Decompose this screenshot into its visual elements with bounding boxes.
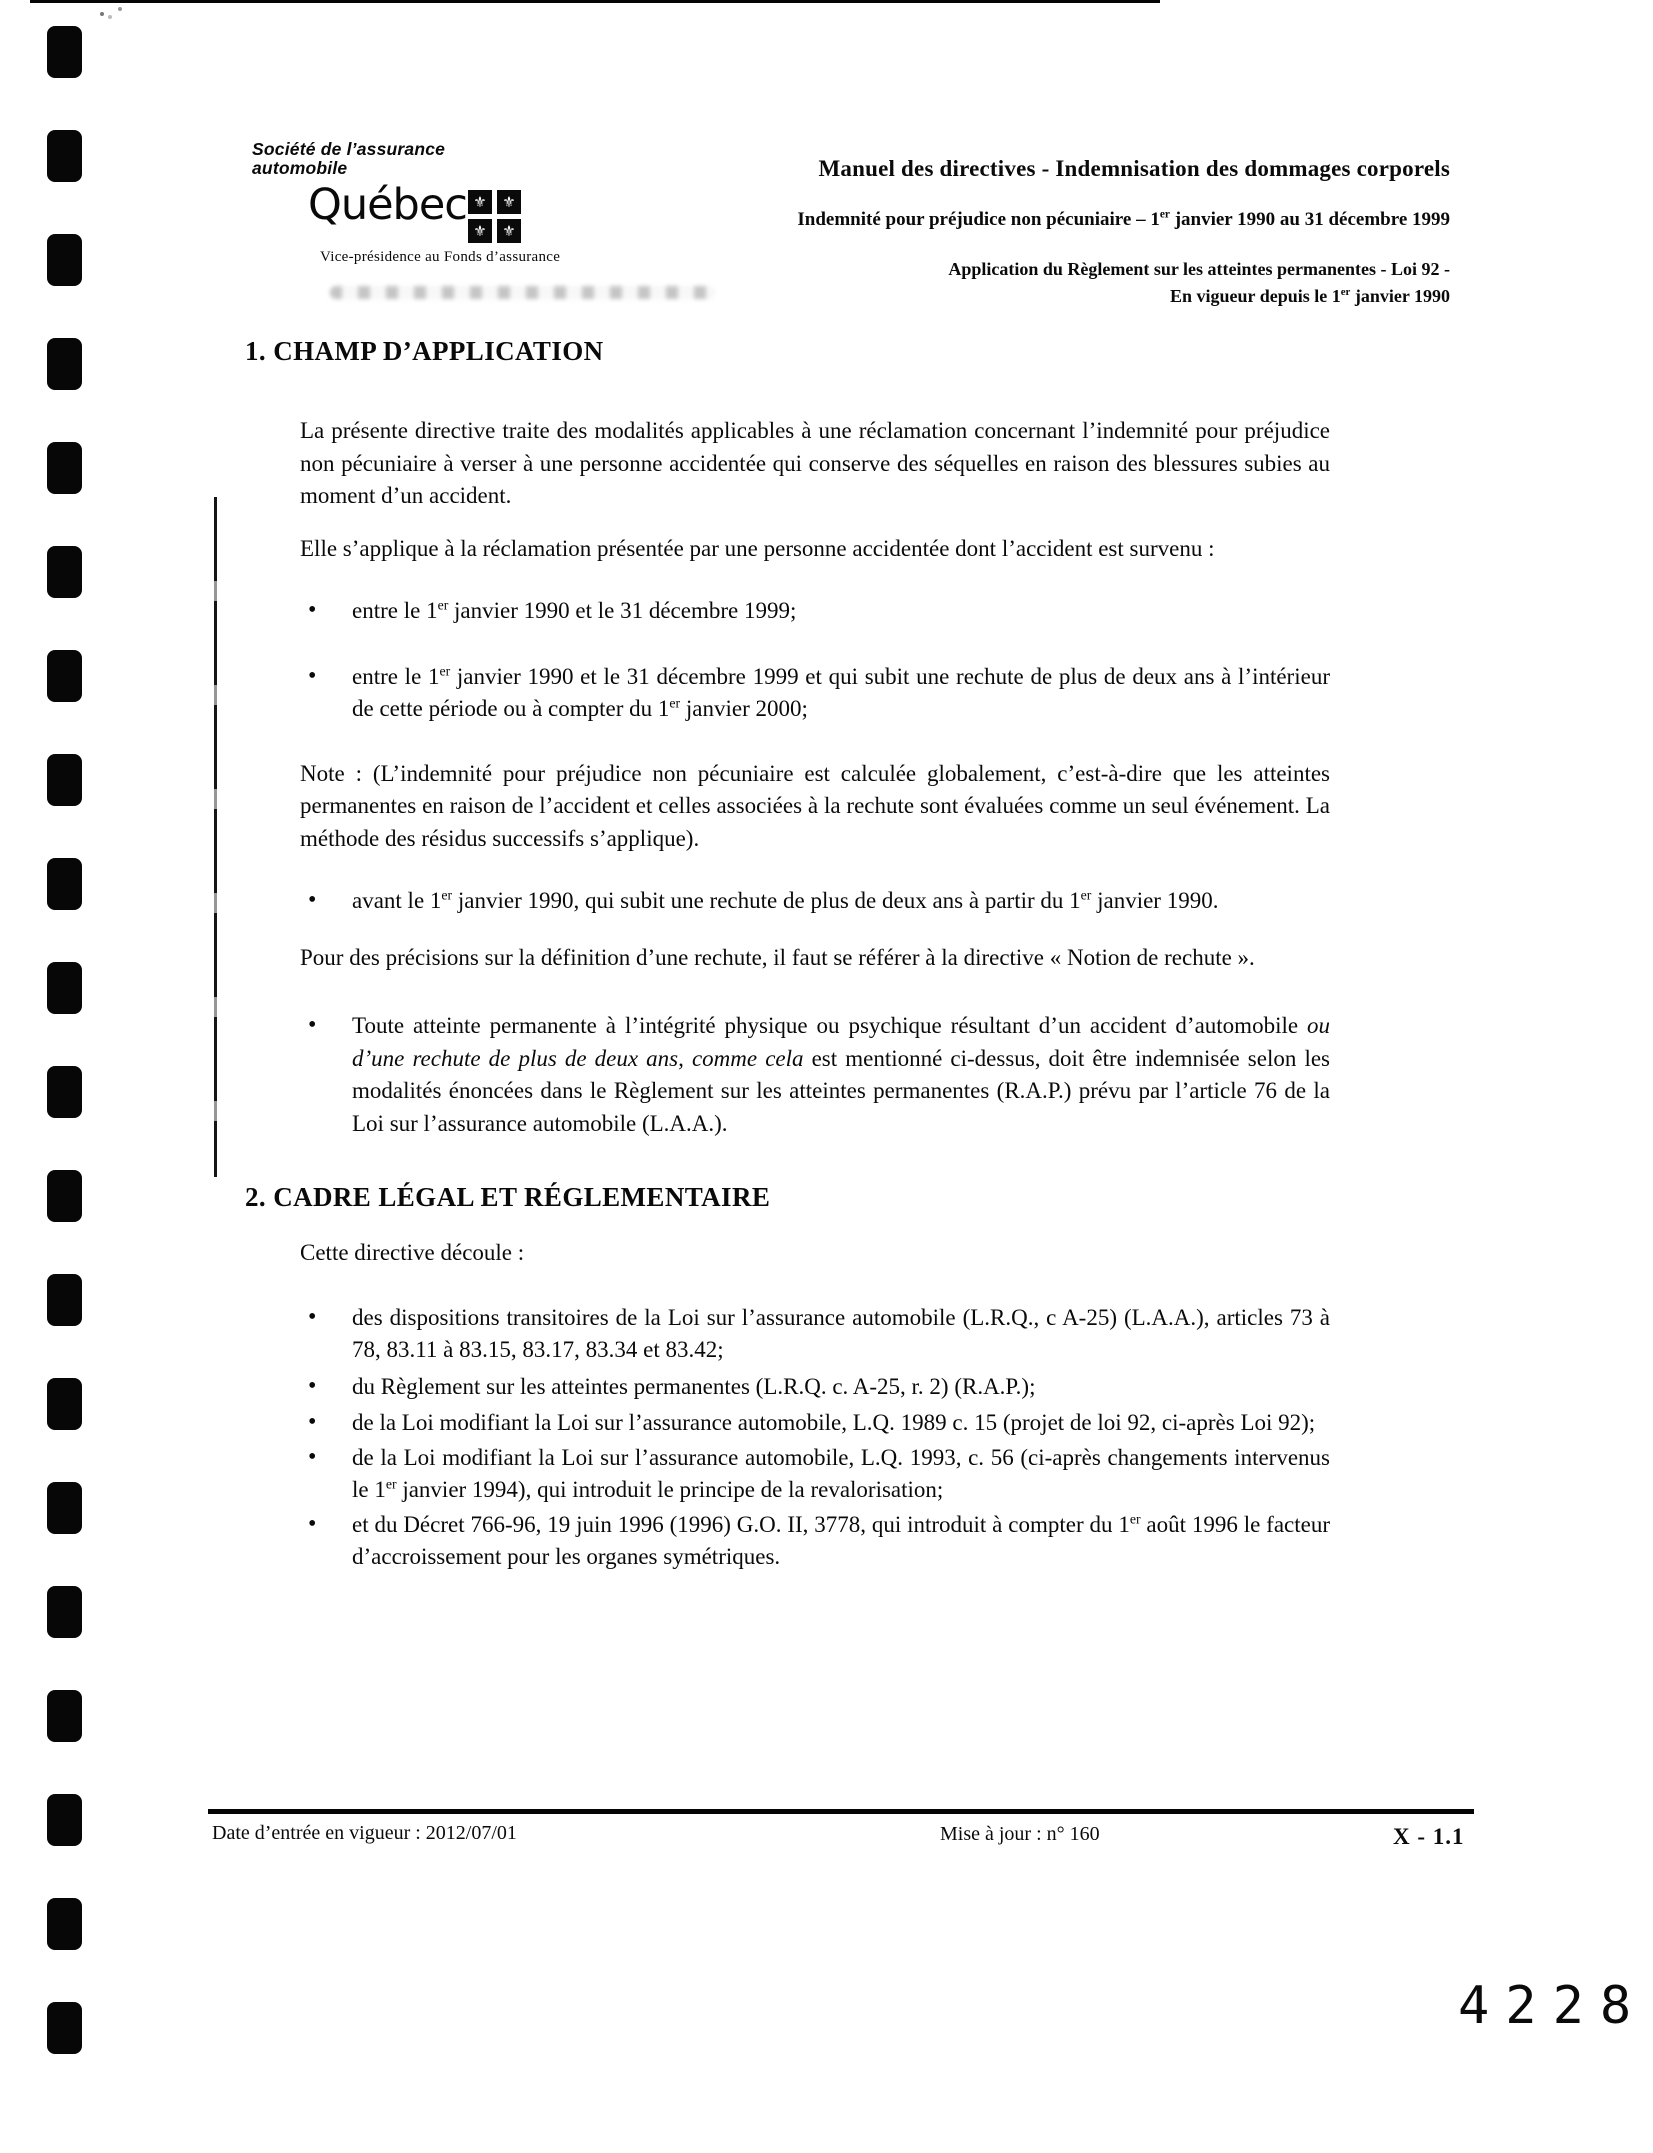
saaq-logo-org-name: [252, 140, 445, 178]
section1-paragraph3: Pour des précisions sur la définition d’une rechute, il faut se référer à la directive « Notion de rechute ».: [300, 944, 1255, 970]
binding-hole: [47, 962, 82, 1014]
binding-hole: [47, 130, 82, 182]
section1-paragraph1: La présente directive traite des modalités applicables à une réclamation concernant l’indemnité pour préjudice non pécuniaire à verser à une personne accidentée qui conserve des séquelles en raison des blessures subies au moment d’un accident.: [300, 418, 1330, 508]
binding-hole: [47, 1586, 82, 1638]
section2-heading: 2. CADRE LÉGAL ET RÉGLEMENTAIRE: [245, 1182, 771, 1212]
list-item: • entre le 1er janvier 1990 et le 31 décembre 1999 et qui subit une rechute de plus de deux ans à l’intérieur de cette période ou à compter du 1er janvier 2000;: [308, 661, 1330, 726]
section1-heading: 1. CHAMP D’APPLICATION: [245, 336, 604, 366]
binding-hole: [47, 1690, 82, 1742]
logo-division-line: Vice-présidence au Fonds d’assurance: [320, 249, 561, 265]
revision-bar: [214, 497, 217, 1177]
list-item: • de la Loi modifiant la Loi sur l’assurance automobile, L.Q. 1993, c. 56 (ci-après changements intervenus le 1er janvier 1994), qui introduit le principe de la revalorisation;: [308, 1442, 1330, 1507]
list-item: • avant le 1er janvier 1990, qui subit une rechute de plus de deux ans à partir du 1er janvier 1990.: [308, 885, 1330, 918]
document-subheading-line1: Application du Règlement sur les atteintes permanentes - Loi 92 -: [948, 259, 1450, 279]
list-item: • du Règlement sur les atteintes permanentes (L.R.Q. c. A-25, r. 2) (R.A.P.);: [308, 1371, 1330, 1404]
scan-speck: [100, 12, 104, 16]
logo-org-line1: Société de l’assurance: [252, 139, 446, 159]
document-subheading-line2: En vigueur depuis le 1er janvier 1990: [1170, 286, 1450, 306]
fleur-de-lis-icon: ⚜: [497, 219, 521, 243]
binding-hole: [47, 1274, 82, 1326]
document-title: Manuel des directives - Indemnisation des dommages corporels: [818, 156, 1450, 181]
footer-page-reference: X - 1.1: [1393, 1824, 1465, 1849]
binding-hole: [47, 858, 82, 910]
document-body: [245, 336, 1331, 1574]
section1-bullet-list-b: [300, 885, 1330, 918]
list-item: • des dispositions transitoires de la Loi sur l’assurance automobile (L.R.Q., c A-25) (L.A.A.), articles 73 à 78, 83.11 à 83.15, 83.17, 83.34 et 83.42;: [308, 1302, 1330, 1367]
binding-hole: [47, 338, 82, 390]
binding-hole: [47, 1378, 82, 1430]
list-item: • et du Décret 766-96, 19 juin 1996 (1996) G.O. II, 3778, qui introduit à compter du 1er août 1996 le facteur d’accroissement pour les organes symétriques.: [308, 1509, 1330, 1574]
quebec-flag-icon: [468, 190, 521, 243]
binding-hole: [47, 1170, 82, 1222]
section1-note: Note : (L’indemnité pour préjudice non pécuniaire est calculée globalement, c’est-à-dire que les atteintes permanentes en raison de l’accident et celles associées à la rechute sont évaluées comme un seul événement. La méthode des résidus successifs s’applique).: [300, 760, 1330, 851]
bullet4-text: est mentionné ci-dessus, doit être indemnisée selon les modalités énoncées dans le Règlement sur les atteintes permanentes (R.A.P.) prévu par l’article 76 de la Loi sur l’assurance automobile (L.A.A.).: [352, 1045, 1330, 1136]
binding-hole: [47, 1794, 82, 1846]
binding-hole: [47, 442, 82, 494]
list-item: • entre le 1er janvier 1990 et le 31 décembre 1999;: [308, 595, 1330, 628]
binding-hole: [47, 1066, 82, 1118]
bullet4-italic-text: ou d’une rechute de plus de deux ans, comme cela: [352, 1013, 1330, 1071]
fleur-de-lis-icon: ⚜: [497, 190, 521, 214]
fleur-de-lis-icon: ⚜: [468, 190, 492, 214]
footer-update-number: Mise à jour : n° 160: [940, 1823, 1100, 1845]
binding-hole: [47, 650, 82, 702]
list-item: • de la Loi modifiant la Loi sur l’assurance automobile, L.Q. 1989 c. 15 (projet de loi 92, ci-après Loi 92);: [308, 1407, 1330, 1440]
binding-hole: [47, 546, 82, 598]
logo-org-line2: automobile: [252, 158, 348, 178]
scan-edge-line: [30, 0, 1160, 3]
section2-bullet-list: [300, 1302, 1330, 1574]
binding-hole: [47, 26, 82, 78]
section1-bullet-list-a: [300, 595, 1330, 726]
binding-hole: [47, 1898, 82, 1950]
scan-smudge: [330, 286, 715, 299]
section2-intro: Cette directive découle :: [300, 1240, 525, 1265]
binding-hole: [47, 234, 82, 286]
section1-bullet-list-c: [300, 1010, 1330, 1140]
stamped-page-number: 4228: [1458, 1976, 1648, 2036]
fleur-de-lis-icon: ⚜: [468, 219, 492, 243]
bullet4-text: Toute atteinte permanente à l’intégrité physique ou psychique résultant d’un accident d’automobile: [352, 1013, 1307, 1038]
list-item: [308, 1010, 1330, 1140]
section1-paragraph2: Elle s’applique à la réclamation présentée par une personne accidentée dont l’accident est survenu :: [300, 535, 1215, 561]
quebec-wordmark: Québec: [308, 180, 467, 230]
footer-divider: [208, 1809, 1474, 1814]
footer-effective-date: Date d’entrée en vigueur : 2012/07/01: [212, 1822, 517, 1844]
binding-hole: [47, 1482, 82, 1534]
document-subtitle: Indemnité pour préjudice non pécuniaire – 1er janvier 1990 au 31 décembre 1999: [797, 208, 1450, 230]
binding-hole: [47, 754, 82, 806]
binding-hole: [47, 2002, 82, 2054]
